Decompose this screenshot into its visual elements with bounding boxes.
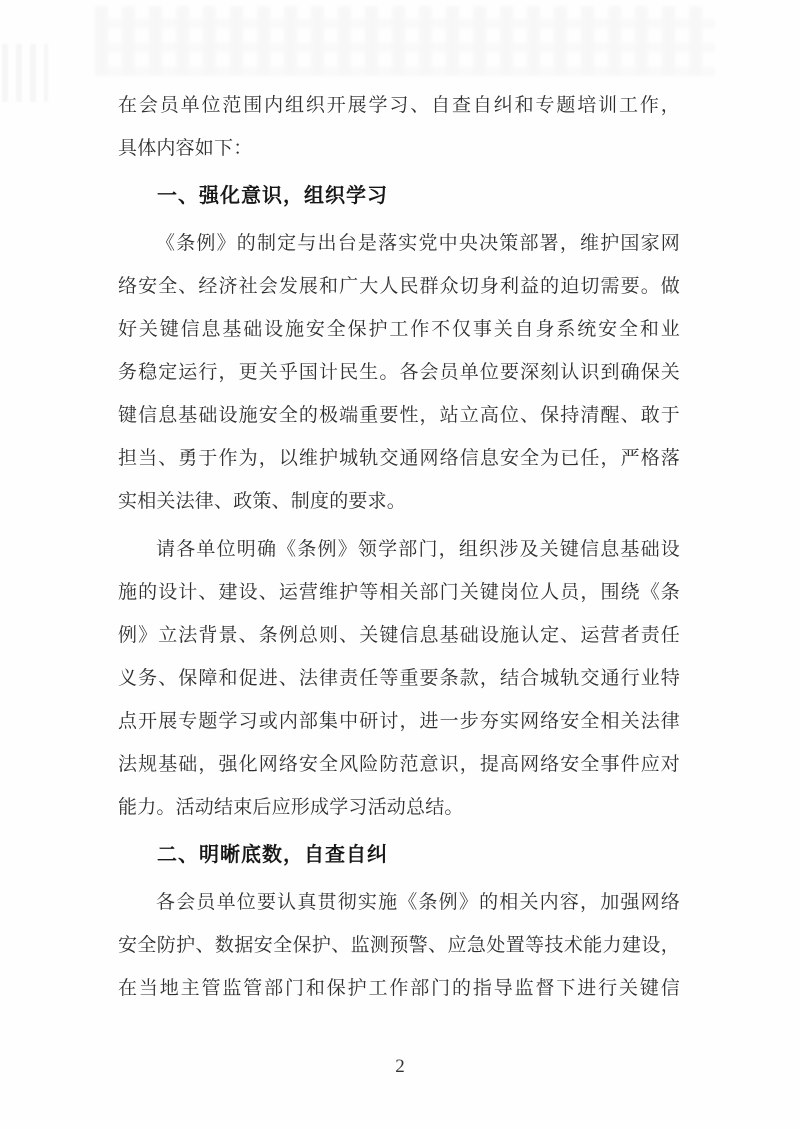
text-line: 担当、勇于作为，以维护城轨交通网络信息安全为已任，严格落 <box>118 448 680 469</box>
page-number: 2 <box>395 1056 405 1077</box>
scan-bleed-artifact-left <box>2 44 48 102</box>
paragraph <box>118 881 680 1010</box>
text-line: 实相关法律、政策、制度的要求。 <box>118 491 407 512</box>
paragraph <box>118 528 680 829</box>
text-line: 各会员单位要认真贯彻实施《条例》的相关内容，加强网络 <box>156 892 680 913</box>
text-line: 键信息基础设施安全的极端重要性，站立高位、保持清醒、敢于 <box>118 405 680 426</box>
text-line: 络安全、经济社会发展和广大人民群众切身利益的迫切需要。做 <box>118 276 680 297</box>
scan-bleed-artifact-top <box>95 6 715 76</box>
text-line: 例》立法背景、条例总则、关键信息基础设施认定、运营者责任 <box>118 625 680 646</box>
paragraph <box>118 222 680 523</box>
text-line: 法规基础，强化网络安全风险防范意识，提高网络安全事件应对 <box>118 754 680 775</box>
text-line: 具体内容如下： <box>118 138 253 159</box>
text-line: 《条例》的制定与出台是落实党中央决策部署，维护国家网 <box>156 233 680 254</box>
text-line: 义务、保障和促进、法律责任等重要条款，结合城轨交通行业特 <box>118 668 680 689</box>
text-line: 施的设计、建设、运营维护等相关部门关键岗位人员，围绕《条 <box>118 582 680 603</box>
text-line: 能力。活动结束后应形成学习活动总结。 <box>118 797 464 818</box>
section-heading: 一、强化意识，组织学习 <box>157 185 388 207</box>
text-line: 好关键信息基础设施安全保护工作不仅事关自身系统安全和业 <box>118 319 680 340</box>
text-line: 务稳定运行，更关乎国计民生。各会员单位要深刻认识到确保关 <box>118 362 680 383</box>
section-heading: 二、明晰底数，自查自纠 <box>157 844 388 866</box>
text-line: 安全防护、数据安全保护、监测预警、应急处置等技术能力建设， <box>118 935 680 956</box>
document-body <box>118 84 680 1010</box>
text-line: 请各单位明确《条例》领学部门，组织涉及关键信息基础设 <box>156 539 680 560</box>
text-line: 点开展专题学习或内部集中研讨，进一步夯实网络安全相关法律 <box>118 711 680 732</box>
text-line: 在会员单位范围内组织开展学习、自查自纠和专题培训工作， <box>118 95 680 116</box>
paragraph <box>118 84 680 170</box>
text-line: 在当地主管监管部门和保护工作部门的指导监督下进行关键信 <box>118 978 680 999</box>
